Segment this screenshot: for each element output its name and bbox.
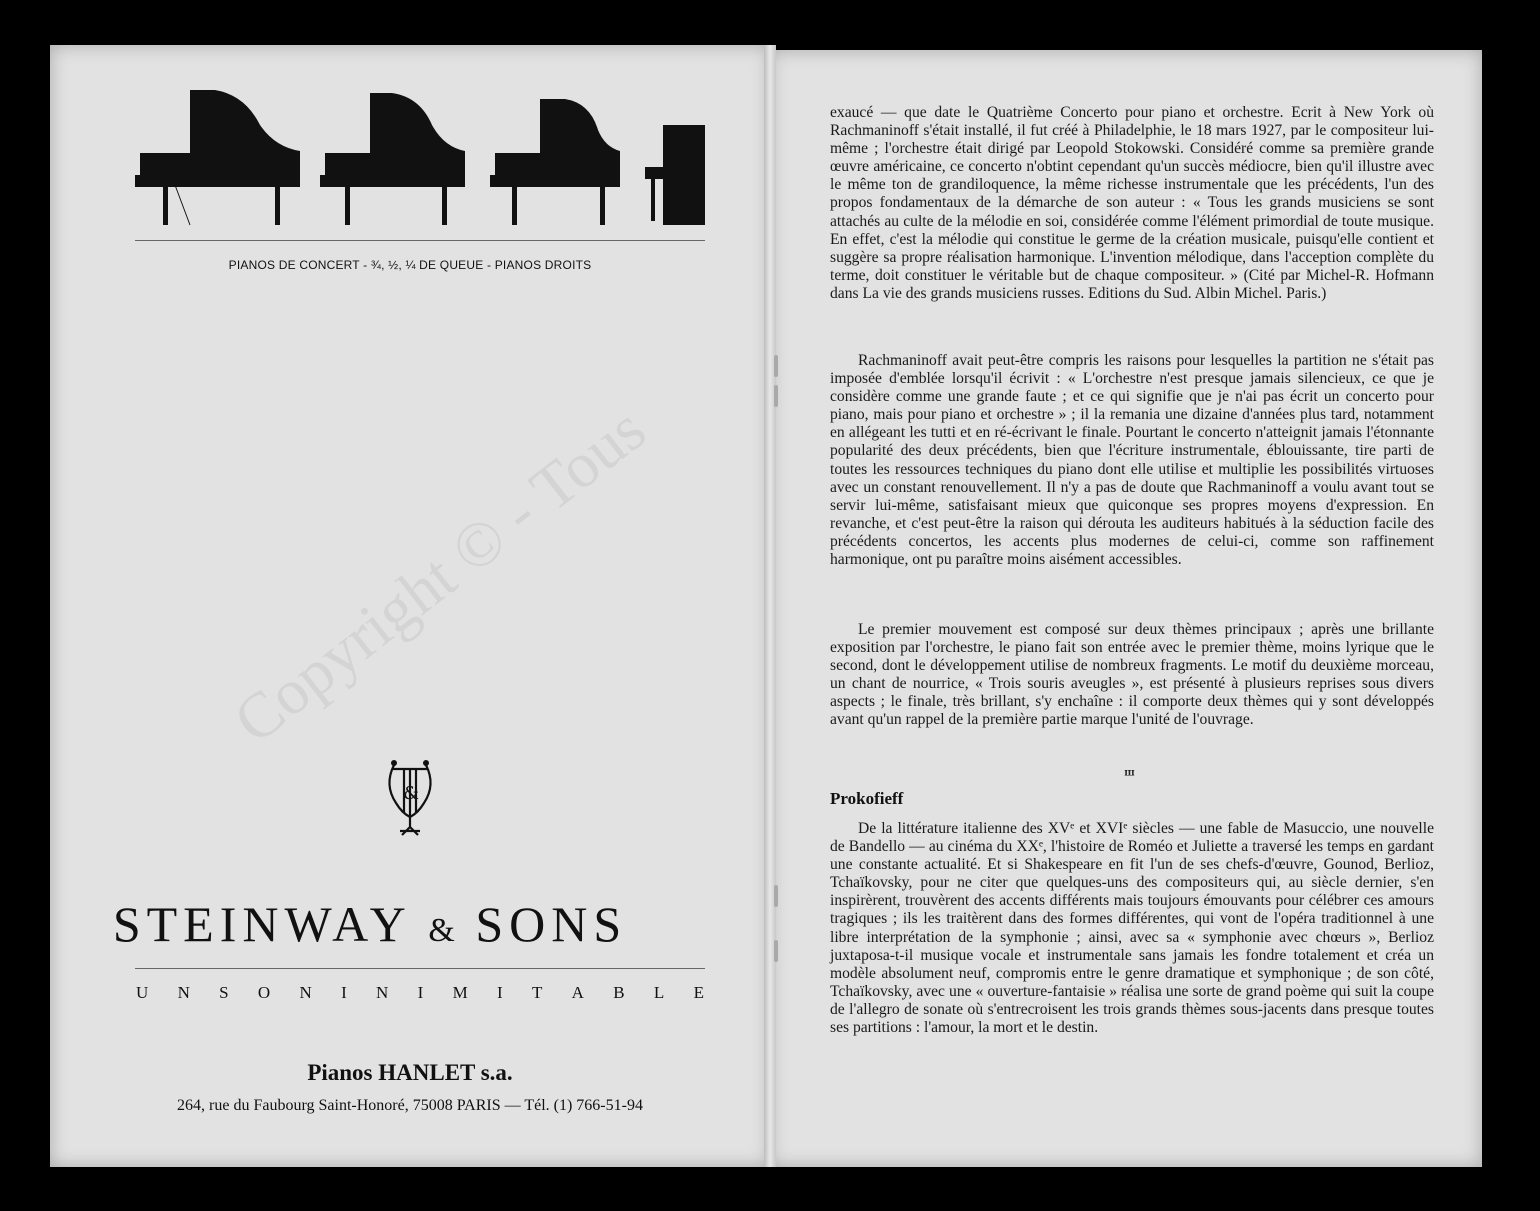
upright-piano-icon <box>645 125 705 225</box>
tagline-letter: N <box>376 983 389 1002</box>
tagline-letter: N <box>299 983 312 1002</box>
tagline-letter: I <box>341 983 347 1002</box>
tagline-letter: S <box>219 983 229 1002</box>
pianos-illustration <box>135 85 705 235</box>
section-heading: Prokofieff <box>830 789 904 808</box>
dealer-name: Pianos HANLET s.a. <box>307 1060 513 1085</box>
divider <box>135 240 705 241</box>
tagline-letter: I <box>417 983 424 1002</box>
tagline-letter: I <box>497 983 503 1002</box>
ornament-icon: Ⱎ <box>1124 766 1135 784</box>
tagline-letter: N <box>177 983 190 1002</box>
binder-mark <box>774 355 778 377</box>
binder-mark <box>774 885 778 907</box>
paragraph-1: exaucé — que date le Quatrième Concerto pour piano et orchestre. Ecrit à New York où Rachmaninoff s'était installé, il fut créé à Philadelphie, le 18 mars 1927, par le compositeur lui-même ; l'orchestre était dirigé par Leopold Stokowski. Considéré comme sa première grande œuvre américaine, ce concerto n'obtint cependant qu'un succès médiocre, bien qu'il illustre avec le même ton de grandiloquence, la même richesse instrumentale que les précédents, l'un des propos fondamentaux de la démarche de son auteur : « Tous les grands musiciens se sont attachés au culte de la mélodie en soi, considérée comme l'élément primordial de toute musique. En effet, c'est la mélodie qui constitue le germe de la création musicale, puisqu'elle contient et suggère sa propre réalisation harmonique. L'invention mélodique, dans l'acception complète du terme, doit constituer le véritable but de chaque compositeur. » (Cité par Michel-R. Hofmann dans La vie des grands musiciens russes. Editions du Sud. Albin Michel. Paris.) <box>830 104 1434 302</box>
paragraph-3: Le premier mouvement est composé sur deux thèmes principaux ; après une brillante exposition par l'orchestre, le piano fait son entrée avec le premier thème, moins lyrique que le second, dont le développement utilise de nombreux fragments. Le motif du deuxième morceau, un chant de nourrice, « Trois souris aveugles », est présenté à plusieurs reprises sous divers aspects ; le finale, très brillant, s'y enchaîne : il comporte deux thèmes qui y sont développés avant qu'un rappel de la première partie marque l'unité de l'ouvrage. <box>830 621 1434 729</box>
dealer-address: 264, rue du Faubourg Saint-Honoré, 75008 PARIS — Tél. (1) 766-51-94 <box>177 1097 643 1114</box>
brand-amp: & <box>428 912 457 949</box>
tagline-letter: M <box>452 983 468 1002</box>
lyre-emblem-icon <box>380 755 440 840</box>
brand-title <box>85 895 655 953</box>
divider <box>135 968 705 969</box>
tagline-letter: T <box>531 983 543 1002</box>
paragraph-4: De la littérature italienne des XVᵉ et XVIᵉ siècles — une fable de Masuccio, une nouvelle de Bandello — au cinéma du XXᵉ, l'histoire de Roméo et Juliette a traversé les temps en gardant une constante actualité. Et si Shakespeare en fit l'un de ses chefs-d'œuvre, Gounod, Berlioz, Tchaïkovsky, pour ne citer que quelques-uns des compositeurs qui, au siècle dernier, s'en inspirèrent, trouvèrent des accents différents mais toujours émouvants pour célébrer ces amours tragiques ; ils les traitèrent dans des formes différentes, qui vont de l'opéra traditionnel à une libre interprétation de la symphonie ; ainsi, avec sa « symphonie avec chœurs », Berlioz juxtaposa-t-il musique vocale et instrumentale sans jamais les fondre totalement et créa un modèle absolument neuf, compromis entre le genre dramatique et symphonique ; de son côté, Tchaïkovsky, avec une « ouverture-fantaisie » réalisa une sorte de grand poème qui suit la coupe de l'allegro de sonate où s'entrecroisent les trois grands thèmes sous-jacents dans presque toutes ses partitions : l'amour, la mort et le destin. <box>830 820 1434 1037</box>
tagline <box>136 983 704 1003</box>
tagline-letter: A <box>571 983 584 1002</box>
brand-main: STEINWAY <box>112 896 410 952</box>
binder-mark <box>774 385 778 407</box>
svg-text:&: & <box>403 783 420 804</box>
tagline-letter: B <box>613 983 625 1002</box>
tagline-letter: O <box>257 983 271 1002</box>
brand-tail: SONS <box>475 896 628 952</box>
binder-mark <box>774 940 778 962</box>
grand-piano-icon <box>490 99 620 225</box>
grand-piano-icon <box>320 93 465 225</box>
tagline-letter: U <box>136 983 149 1002</box>
spine <box>764 45 776 1167</box>
paragraph-2: Rachmaninoff avait peut-être compris les raisons pour lesquelles la partition ne s'était pas imposée d'emblée lorsqu'il écrivit : « L'orchestre n'est presque jamais silencieux, ce que je considère comme une grande faute ; et ce qui signifie que je n'ai pas écrit un concerto pour piano, mais pour piano et orchestre » ; il la remania une dizaine d'années plus tard, notamment en allégeant les tutti et en ré-écrivant le finale. Pourtant le concerto n'atteignit jamais l'étonnante popularité des deux précédents, bien que l'écriture instrumentale, éblouissante, tire parti de toutes les ressources techniques du piano dont elle utilise et multiplie les possibilités virtuoses avec un constant renouvellement. Il n'y a pas de doute que Rachmaninoff a voulu avant tout se servir lui-même, satisfaisant mieux que quiconque ses propres moyens d'expression. En revanche, et c'est peut-être la raison qui dérouta les auditeurs habitués à la séduction facile des précédents concertos, les accents plus modernes de celui-ci, comme son raffinement harmonique, ont pu paraître moins aisément accessibles. <box>830 352 1434 569</box>
tagline-letter: E <box>693 983 704 1002</box>
pianos-caption: PIANOS DE CONCERT - ¾, ½, ¼ DE QUEUE - PIANOS DROITS <box>228 258 592 272</box>
grand-piano-icon <box>135 90 300 225</box>
tagline-letter: L <box>653 983 665 1002</box>
